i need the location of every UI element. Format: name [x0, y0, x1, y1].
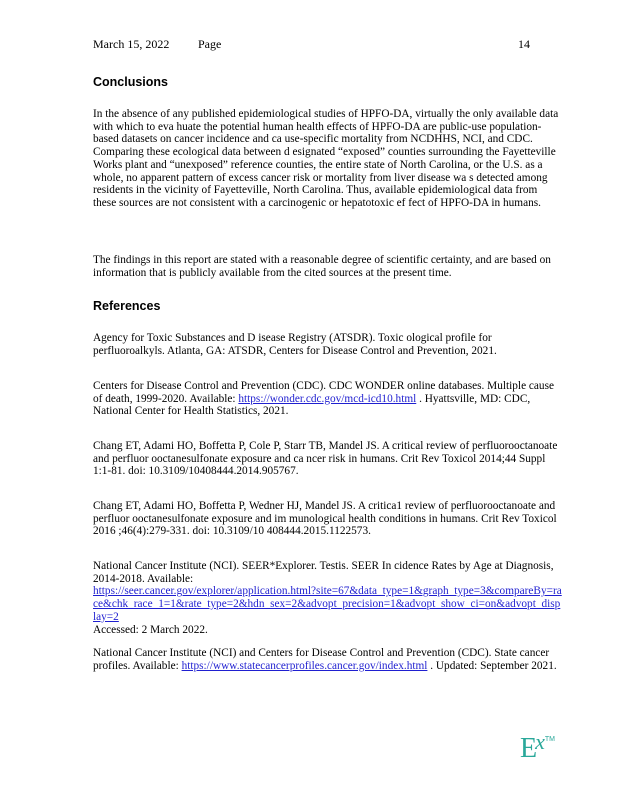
state-cancer-profiles-link[interactable]: https://www.statecancerprofiles.cancer.gov/index.html — [181, 659, 428, 672]
reference-chang-2016: Chang ET, Adami HO, Boffetta P, Wedner HJ, Mandel JS. A critica1 review of perfluorooctanoate and perfluor ooctanesulfonate exposure and im munological health conditions in humans. Crit Rev Toxicol 2016 ;46(4):279-331. doi: 10.3109/10 408444.2015.1122573. — [93, 500, 557, 538]
header-page-label: Page — [198, 37, 222, 51]
logo-letter: E — [520, 733, 538, 764]
seer-explorer-link[interactable]: https://seer.cancer.gov/explorer/application.html?site=67&data_type=1&graph_type=3&compareBy=race&chk_race_1=1&rate_type=2&hdn_sex=2&advopt_precision=1&advopt_show_ci=on&advopt_display=2 — [93, 585, 562, 623]
reference-nci-seer — [93, 560, 563, 636]
reference-cdc-text-end: . Hyattsville, MD: CDC, National Center for Health Statistics, 2021. — [93, 392, 531, 418]
reference-seer-accessed: Accessed: 2 March 2022. — [93, 623, 208, 636]
conclusions-paragraph-1: In the absence of any published epidemiological studies of HPFO-DA, virtually the only available data with which to eva huate the potential human health effects of HPFO-DA are public-use population-based datasets on cancer incidence and ca use-specific mortality from NCDHHS, NCI, and CDC. Comparing these ecological data between d esignated “exposed” counties surrounding the Fayetteville Works plant and “unexposed” reference counties, the entire state of North Carolina, or the U.S. as a whole, no apparent pattern of excess cancer risk or mortality from liver disease wa s detected among residents in the vicinity of Fayetteville, North Carolina. Thus, available epidemiological data from these sources are not consistent with a carcinogenic or hepatotoxic ef fect of HPFO-DA in humans. — [93, 108, 559, 209]
reference-scp-text-end: . Updated: September 2021. — [427, 659, 557, 672]
reference-chang-2014: Chang ET, Adami HO, Boffetta P, Cole P, Starr TB, Mandel JS. A critical review of perfluorooctanoate and perfluor ooctanesulfonate exposure and ca ncer risk in humans. Crit Rev Toxicol 2014;44 Suppl 1:1-81. doi: 10.3109/10408444.2014.905767. — [93, 440, 558, 478]
reference-state-cancer-profiles — [93, 647, 563, 672]
logo-trademark: TM — [544, 736, 555, 743]
reference-cdc-wonder — [93, 380, 563, 418]
reference-scp-text: National Cancer Institute (NCI) and Centers for Disease Control and Prevention (CDC). State cancer profiles. Available: — [93, 647, 550, 672]
logo-superscript: x — [535, 729, 545, 754]
cdc-wonder-link[interactable]: https://wonder.cdc.gov/mcd-icd10.html — [238, 392, 417, 405]
exponent-logo — [520, 729, 557, 770]
header-date: March 15, 2022 — [93, 37, 170, 51]
reference-cdc-text: Centers for Disease Control and Prevention (CDC). CDC WONDER online databases. Multiple cause of death, 1999-2020. Available: — [93, 380, 554, 405]
conclusions-paragraph-2: The findings in this report are stated with a reasonable degree of scientific certainty, and are based on information that is publicly available from the cited sources at the present time. — [93, 254, 551, 279]
conclusions-heading: Conclusions — [93, 75, 169, 89]
reference-atsdr: Agency for Toxic Substances and D isease Registry (ATSDR). Toxic ological profile for perfluoroalkyls. Atlanta, GA: ATSDR, Centers for Disease Control and Prevention, 2021. — [93, 332, 497, 357]
header-page-number: 14 — [518, 37, 530, 51]
reference-seer-text: National Cancer Institute (NCI). SEER*Explorer. Testis. SEER In cidence Rates by Age at Diagnosis, 2014-2018. Available: — [93, 560, 554, 585]
references-heading: References — [93, 299, 161, 313]
page-header — [93, 37, 530, 51]
